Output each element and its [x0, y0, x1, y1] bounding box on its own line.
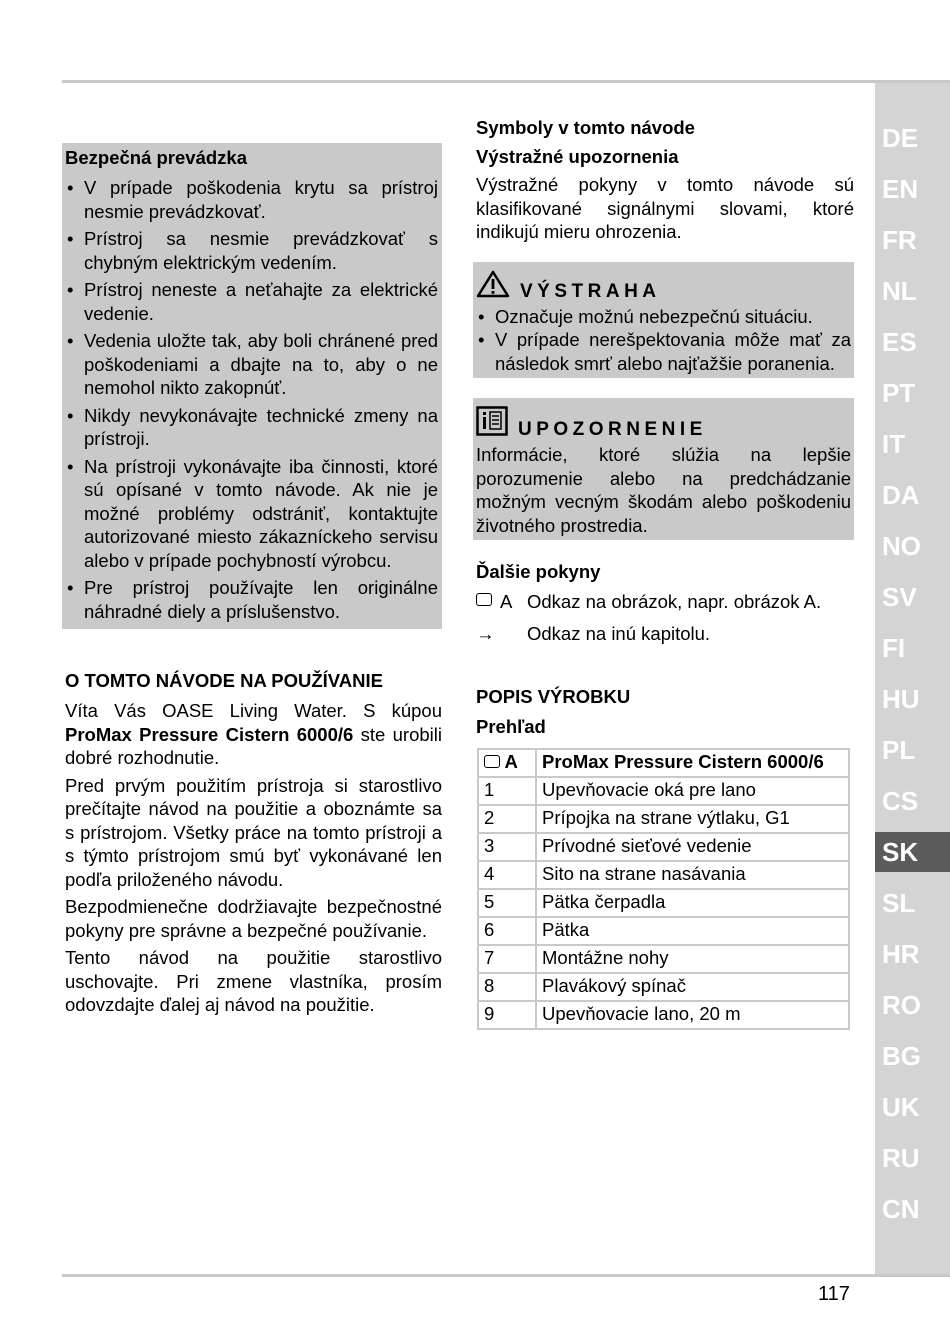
safety-title: Bezpečná prevádzka	[65, 147, 248, 168]
product-section	[474, 685, 854, 1030]
lang-tab-cn[interactable]: CN	[882, 1194, 920, 1224]
table-row: 9 Upevňovacie lano, 20 m	[478, 1001, 849, 1029]
table-row: 3 Prívodné sieťové vedenie	[478, 833, 849, 861]
safety-box	[62, 143, 442, 629]
overview-title: Prehľad	[476, 716, 546, 737]
table-row: 6 Pätka	[478, 917, 849, 945]
note-label: UPOZORNENIE	[518, 419, 707, 440]
lang-tab-ro[interactable]: RO	[882, 990, 921, 1020]
list-item: • Pre prístroj používajte len originálne náhradné diely a príslušenstvo.	[67, 577, 438, 622]
right-column	[474, 116, 854, 1030]
page-number: 117	[818, 1283, 850, 1305]
figure-frame-icon	[484, 755, 500, 768]
list-item: • Prístroj sa nesmie prevádzkovať s chybným elektrickým vedením.	[67, 228, 438, 273]
warning-label: VÝSTRAHA	[520, 280, 661, 302]
table-row: 4 Sito na strane nasávania	[478, 861, 849, 889]
list-item: • Na prístroji vykonávajte iba činnosti, ktoré sú opísané v tomto návode. Ak nie je možné problémy odstrániť, kontaktujte autorizované miesto zákazníckeho servisu alebo v prípade pochybností výrobcu.	[67, 455, 438, 571]
lang-tab-ru[interactable]: RU	[882, 1143, 920, 1173]
lang-tab-en[interactable]: EN	[882, 174, 919, 204]
lang-tab-cs[interactable]: CS	[882, 786, 919, 816]
bottom-rule	[62, 1274, 950, 1277]
table-row: 1 Upevňovacie oká pre lano	[478, 777, 849, 805]
symbols-title: Symboly v tomto návode	[476, 117, 695, 138]
warning-list	[476, 305, 851, 376]
lang-tab-sl[interactable]: SL	[882, 888, 916, 918]
list-item: • V prípade poškodenia krytu sa prístroj nesmie prevádzkovať.	[67, 177, 438, 222]
safety-list	[65, 176, 438, 623]
chapter-reference: → Odkaz na inú kapitolu.	[476, 622, 711, 644]
further-title: Ďalšie pokyny	[476, 561, 601, 582]
about-intro: Víta Vás OASE Living Water. S kúpou ProMax Pressure Cistern 6000/6 ste urobili dobré rozhodnutie.	[65, 700, 442, 768]
lang-tab-fi[interactable]: FI	[882, 633, 906, 663]
list-item: • Označuje možnú nebezpečnú situáciu.	[478, 305, 813, 327]
list-item: • Vedenia uložte tak, aby boli chránené pred poškodeniami a dbajte na to, aby o ne nemohol nikto zakopnúť.	[67, 330, 438, 398]
lang-tab-fr[interactable]: FR	[882, 225, 917, 255]
left-column	[62, 143, 442, 1021]
lang-tab-hu[interactable]: HU	[882, 684, 920, 714]
table-row: 2 Prípojka na strane výtlaku, G1	[478, 805, 849, 833]
language-sidebar	[875, 83, 950, 1274]
about-paragraph: Tento návod na použitie starostlivo uschovajte. Pri zmene vlastníka, prosím odovzdajte ďalej aj návod na použitie.	[65, 947, 442, 1015]
product-title: POPIS VÝROBKU	[476, 686, 631, 707]
parts-table	[477, 748, 850, 1030]
lang-tab-sv[interactable]: SV	[882, 582, 917, 612]
lang-tab-it[interactable]: IT	[882, 429, 906, 459]
table-header-row: A ProMax Pressure Cistern 6000/6	[478, 749, 849, 777]
warnings-title: Výstražné upozornenia	[476, 146, 679, 167]
info-icon	[476, 406, 508, 441]
about-paragraph: Bezpodmienečne dodržiavajte bezpečnostné pokyny pre správne a bezpečné používanie.	[65, 896, 442, 941]
warning-triangle-icon	[476, 270, 510, 303]
figure-frame-icon	[476, 593, 492, 606]
note-box	[473, 398, 854, 540]
lang-tab-hr[interactable]: HR	[882, 939, 920, 969]
product-name: ProMax Pressure Cistern 6000/6	[65, 723, 354, 745]
lang-tab-sk[interactable]: SK	[875, 832, 950, 872]
table-row: 5 Pätka čerpadla	[478, 889, 849, 917]
table-row: 7 Montážne nohy	[478, 945, 849, 973]
figure-reference: A Odkaz na obrázok, napr. obrázok A.	[476, 590, 854, 614]
warning-box	[473, 262, 854, 379]
lang-tab-de[interactable]: DE	[882, 123, 919, 153]
lang-tab-nl[interactable]: NL	[882, 276, 917, 306]
note-text: Informácie, ktoré slúžia na lepšie porozumenie alebo na predchádzanie možným vecným škodám alebo poškodeniu životného prostredia.	[476, 444, 851, 536]
table-row: 8 Plavákový spínač	[478, 973, 849, 1001]
arrow-right-icon: →	[476, 622, 495, 644]
further-section	[474, 560, 854, 645]
lang-tab-bg[interactable]: BG	[882, 1041, 921, 1071]
top-rule	[62, 80, 950, 83]
about-section	[62, 669, 442, 1017]
lang-tab-es[interactable]: ES	[882, 327, 917, 357]
list-item: • Prístroj neneste a neťahajte za elektrické vedenie.	[67, 279, 438, 324]
lang-tab-da[interactable]: DA	[882, 480, 920, 510]
lang-tab-pt[interactable]: PT	[882, 378, 916, 408]
list-item: • V prípade nerešpektovania môže mať za následok smrť alebo najťažšie poranenia.	[478, 329, 851, 374]
lang-tab-pl[interactable]: PL	[882, 735, 916, 765]
lang-tab-uk[interactable]: UK	[882, 1092, 920, 1122]
about-paragraph: Pred prvým použitím prístroja si starostlivo prečítajte návod na použitie a oboznámte sa s prístrojom. Všetky práce na tomto prístroji a s týmto prístrojom smú byť vykonávané len podľa priloženého návodu.	[65, 774, 442, 890]
warnings-text: Výstražné pokyny v tomto návode sú klasifikované signálnymi slovami, ktoré indikujú mieru ohrozenia.	[476, 174, 854, 242]
list-item: • Nikdy nevykonávajte technické zmeny na prístroji.	[67, 404, 438, 449]
about-title: O TOMTO NÁVODE NA POUŽÍVANIE	[65, 670, 383, 691]
lang-tab-no[interactable]: NO	[882, 531, 921, 561]
